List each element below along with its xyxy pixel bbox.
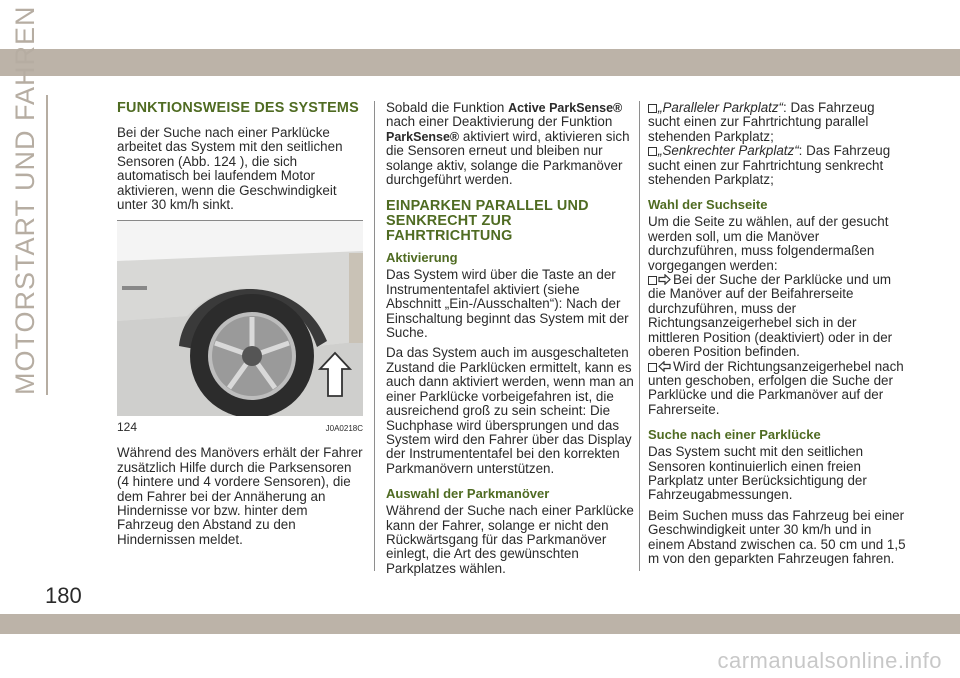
section-heading-einparken: EINPARKEN PARALLEL UND SENKRECHT ZUR FAHRTRICHTUNG — [386, 198, 589, 245]
paragraph: Das System sucht mit den seitlichen Sensoren kontinuierlich einen freien Parkplatz unter Berücksichtigung der Fahrzeugabmessungen. — [648, 444, 867, 503]
section-heading-funktionsweise: FUNKTIONSWEISE DES SYSTEMS — [117, 100, 359, 116]
paragraph-activation — [386, 101, 634, 187]
subheading-wahl-suchseite: Wahl der Suchseite — [648, 197, 768, 213]
turn-signal-right-icon — [658, 274, 671, 285]
list-item — [648, 273, 910, 359]
paragraph: Während der Suche nach einer Parklücke kann der Fahrer, solange er nicht den Rückwärtsgang für das Parkmanöver einlegt, die Art des gewünschten Parkplatzes wählen. — [386, 503, 634, 576]
checkbox-bullet-icon — [648, 104, 657, 113]
paragraph: Da das System auch im ausgeschalteten Zustand die Parklücken ermittelt, kann es auch dann aktiviert werden, wenn man an einer Parklücke vorbeigefahren ist, die ausreichend groß zu sein scheint: Die Suchphase wird übersprungen und das System wird den Fahrer über das Display der Instrumententafel bei den korrekten Parkmanövern unterstützen. — [386, 345, 634, 476]
italic-term: „Paralleler Parkplatz“ — [658, 100, 784, 115]
watermark: carmanualsonline.info — [717, 648, 942, 673]
column-1 — [117, 101, 363, 553]
chapter-title: MOTORSTART UND FAHREN — [10, 5, 40, 395]
subheading-suche-parkluecke: Suche nach einer Parklücke — [648, 427, 821, 443]
text: Bei der Suche der Parklücke und um die Manöver auf der Beifahrerseite durchzuführen, muss der Richtungsanzeigerhebel sich in der mittleren Position (deaktiviert) oder in der oberen Position befinden. — [648, 272, 893, 360]
car-wheel-illustration — [117, 221, 363, 416]
checkbox-bullet-icon — [648, 147, 657, 156]
turn-signal-left-icon — [658, 361, 671, 372]
bold-term: ParkSense® — [386, 129, 460, 144]
column-divider — [639, 101, 640, 571]
header-bar — [0, 49, 960, 76]
text: Sobald die Funktion — [386, 100, 509, 115]
italic-term: „Senkrechter Parkplatz“ — [658, 143, 799, 159]
column-divider — [374, 101, 375, 571]
text: Wird der Richtungsanzeigerhebel nach unten geschoben, erfolgen die Suche der Parklücke und die Parkmanöver auf der Fahrerseite. — [648, 358, 904, 417]
text: : Das Fahrzeug sucht einen zur Fahrtrichtung senkrecht stehenden Parkplatz; — [648, 143, 891, 188]
paragraph: Um die Seite zu wählen, auf der gesucht werden soll, um die Manöver durchzuführen, muss folgendermaßen vorgegangen werden: — [648, 214, 889, 273]
checkbox-bullet-icon — [648, 363, 657, 372]
figure-caption — [117, 416, 363, 436]
footer-bar — [0, 614, 960, 634]
paragraph: Bei der Suche nach einer Parklücke arbeitet das System mit den seitlichen Sensoren (Abb. 124 ), die sich automatisch bei laufendem Motor aktivieren, wenn die Geschwindigkeit unter 30 km/h sinkt. — [117, 125, 343, 213]
list-item — [648, 144, 910, 187]
text: nach einer Deaktivierung der Funktion — [386, 114, 613, 130]
column-3 — [648, 101, 910, 572]
bold-term: Active ParkSense® — [508, 101, 623, 115]
text: aktiviert wird, aktivieren sich die Sensoren erneut und bleiben nur solange aktiv, solange die Parkmanöver durchgeführt werden. — [386, 128, 630, 188]
figure-number: 124 — [117, 420, 138, 435]
chapter-rule — [46, 95, 48, 395]
text: : Das Fahrzeug sucht einen zur Fahrtrichtung parallel stehenden Parkplatz; — [648, 100, 875, 144]
subheading-auswahl: Auswahl der Parkmanöver — [386, 486, 550, 502]
paragraph: Das System wird über die Taste an der Instrumententafel aktiviert (siehe Abschnitt „Ein-/Ausschalten“): Nach der Einschaltung beginnt das System mit der Suche. — [386, 267, 629, 341]
column-2 — [386, 101, 634, 582]
subheading-aktivierung: Aktivierung — [386, 250, 458, 266]
checkbox-bullet-icon — [648, 276, 657, 285]
paragraph: Beim Suchen muss das Fahrzeug bei einer Geschwindigkeit unter 30 km/h und in einem Abstand zwischen ca. 50 cm und 1,5 m von den geparkten Fahrzeugen fahren. — [648, 507, 906, 566]
page-number: 180 — [45, 583, 82, 608]
paragraph: Während des Manövers erhält der Fahrer zusätzlich Hilfe durch die Parksensoren (4 hintere und 4 vordere Sensoren), die dem Fahrer bei der Annäherung an Hindernisse vor bzw. hinter dem Fahrzeug den Abstand zu den Hindernissen meldet. — [117, 445, 363, 547]
figure-side-sensor — [117, 220, 363, 416]
list-item — [648, 101, 910, 144]
list-item — [648, 360, 910, 418]
figure-code: J0A0218C — [325, 424, 363, 434]
